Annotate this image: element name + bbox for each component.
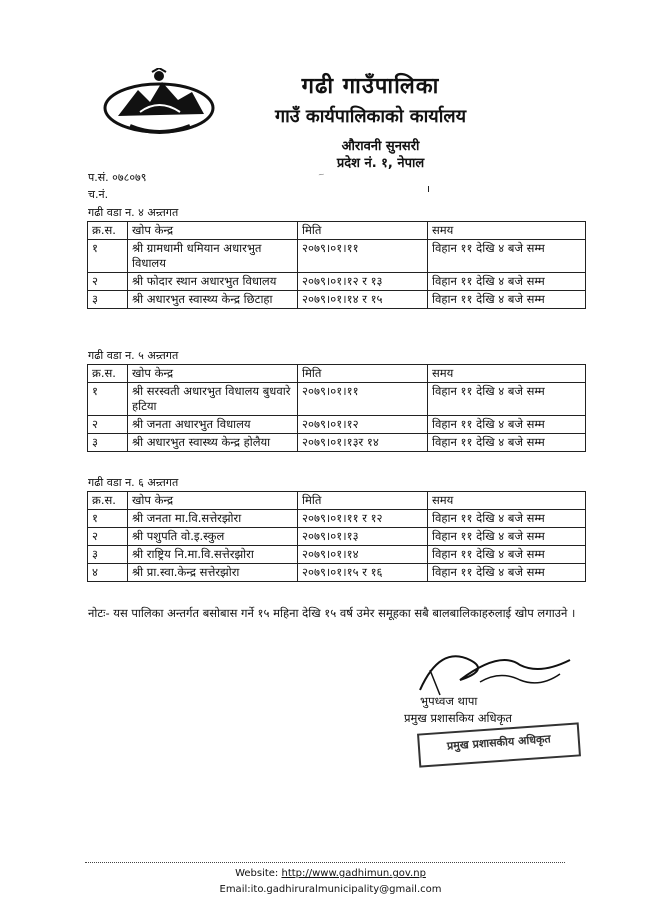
faint-stamp-mark: ~: [317, 169, 326, 180]
cell-center: श्री जनता अधारभुत विधालय: [128, 416, 298, 434]
cell-center: श्री जनता मा.वि.सत्तेरझोरा: [128, 510, 298, 528]
cell-time: विहान ११ देखि ४ बजे सम्म: [428, 416, 586, 434]
table-row: [88, 564, 586, 582]
table-row: [88, 546, 586, 564]
ward-6-title: गढी वडा न. ६ अन्र्तगत: [88, 476, 179, 489]
cell-date: २०७९।०१।११: [298, 383, 428, 416]
cell-sn: २: [88, 528, 128, 546]
table-row: [88, 434, 586, 452]
col-header-time: समय: [428, 222, 586, 240]
cell-date: २०७९।०१।११ र १२: [298, 510, 428, 528]
cell-center: श्री फोदार स्थान अधारभुत विधालय: [128, 273, 298, 291]
cell-sn: २: [88, 416, 128, 434]
col-header-sn: क्र.स.: [88, 365, 128, 383]
col-header-date: मिति: [298, 365, 428, 383]
ward-5-title: गढी वडा न. ५ अन्र्तगत: [88, 349, 179, 362]
table-row: [88, 240, 586, 273]
cell-time: विहान ११ देखि ४ बजे सम्म: [428, 434, 586, 452]
website-link[interactable]: http://www.gadhimun.gov.np: [281, 868, 426, 879]
ward-5-table: [87, 364, 586, 452]
table-row: [88, 528, 586, 546]
col-header-time: समय: [428, 492, 586, 510]
cell-time: विहान ११ देखि ४ बजे सम्म: [428, 273, 586, 291]
ward-4-table: [87, 221, 586, 309]
cell-sn: १: [88, 240, 128, 273]
cell-date: २०७९।०१।१२: [298, 416, 428, 434]
cell-sn: ३: [88, 546, 128, 564]
table-row: [88, 291, 586, 309]
ward-4-title: गढी वडा न. ४ अन्र्तगत: [88, 206, 179, 219]
cell-time: विहान ११ देखि ४ बजे सम्म: [428, 291, 586, 309]
col-header-date: मिति: [298, 222, 428, 240]
cell-center: श्री प्रा.स्वा.केन्द्र सत्तेरझोरा: [128, 564, 298, 582]
cell-sn: १: [88, 383, 128, 416]
mark-tick: [428, 186, 429, 192]
cell-time: विहान ११ देखि ४ बजे सम्म: [428, 564, 586, 582]
table-row: [88, 416, 586, 434]
cell-date: २०७९।०१।१३: [298, 528, 428, 546]
cell-center: श्री अधारभुत स्वास्थ्य केन्द्र छिटाहा: [128, 291, 298, 309]
col-header-date: मिति: [298, 492, 428, 510]
office-address: औरावनी सुनसरी: [341, 139, 420, 154]
office-province: प्रदेश नं. १, नेपाल: [336, 156, 425, 171]
cell-time: विहान ११ देखि ४ बजे सम्म: [428, 240, 586, 273]
table-row: [88, 510, 586, 528]
cell-date: २०७९।०१।११: [298, 240, 428, 273]
col-header-sn: क्र.स.: [88, 492, 128, 510]
cell-date: २०७९।०१।१३र १४: [298, 434, 428, 452]
table-header-row: [88, 365, 586, 383]
table-header-row: [88, 492, 586, 510]
signatory-title: प्रमुख प्रशासकिय अधिकृत: [404, 711, 512, 725]
footer-website: [0, 868, 661, 879]
col-header-center: खोप केन्द्र: [128, 365, 298, 383]
note-text: नोटः- यस पालिका अन्तर्गत बसोबास गर्ने १५ महिना देखि १५ वर्ष उमेर समूहका सबै बालबालिकाहरुलाई खोप लगाउने ।: [88, 606, 576, 620]
cell-time: विहान ११ देखि ४ बजे सम्म: [428, 510, 586, 528]
cell-date: २०७९।०१।१५ र १६: [298, 564, 428, 582]
cell-sn: ४: [88, 564, 128, 582]
cell-center: श्री अधारभुत स्वास्थ्य केन्द्र होलैया: [128, 434, 298, 452]
table-row: [88, 383, 586, 416]
dispatch-number: च.नं.: [88, 188, 109, 201]
cell-date: २०७९।०१।१४ र १५: [298, 291, 428, 309]
col-header-time: समय: [428, 365, 586, 383]
table-row: [88, 273, 586, 291]
cell-time: विहान ११ देखि ४ बजे सम्म: [428, 528, 586, 546]
signatory-name: भुपध्वज थापा: [420, 694, 478, 708]
handwritten-signature: [400, 640, 580, 700]
office-subtitle: गाउँ कार्यपालिकाको कार्यालय: [274, 106, 467, 127]
footer-divider: [85, 862, 565, 863]
cell-sn: १: [88, 510, 128, 528]
cell-date: २०७९।०१।१२ र १३: [298, 273, 428, 291]
ward-6-table: [87, 491, 586, 582]
cell-center: श्री राष्ट्रिय नि.मा.वि.सत्तेरझोरा: [128, 546, 298, 564]
table-header-row: [88, 222, 586, 240]
cell-date: २०७९।०१।१४: [298, 546, 428, 564]
cell-center: श्री सरस्वती अधारभुत विधालय बुधवारे हटिया: [128, 383, 298, 416]
official-stamp: प्रमुख प्रशासकीय अधिकृत: [417, 722, 581, 767]
cell-sn: ३: [88, 291, 128, 309]
cell-time: विहान ११ देखि ४ बजे सम्म: [428, 546, 586, 564]
cell-center: श्री ग्रामधामी धमियान अधारभुत विधालय: [128, 240, 298, 273]
office-title: गढी गाउँपालिका: [301, 74, 440, 99]
col-header-sn: क्र.स.: [88, 222, 128, 240]
col-header-center: खोप केन्द्र: [128, 222, 298, 240]
cell-sn: ३: [88, 434, 128, 452]
cell-center: श्री पशुपति वो.इ.स्कुल: [128, 528, 298, 546]
col-header-center: खोप केन्द्र: [128, 492, 298, 510]
footer-email: Email:ito.gadhiruralmunicipality@gmail.com: [219, 884, 442, 895]
cell-time: विहान ११ देखि ४ बजे सम्म: [428, 383, 586, 416]
website-label: Website:: [235, 868, 282, 879]
cell-sn: २: [88, 273, 128, 291]
reference-number: प.सं. ०७८०७९: [88, 171, 147, 184]
